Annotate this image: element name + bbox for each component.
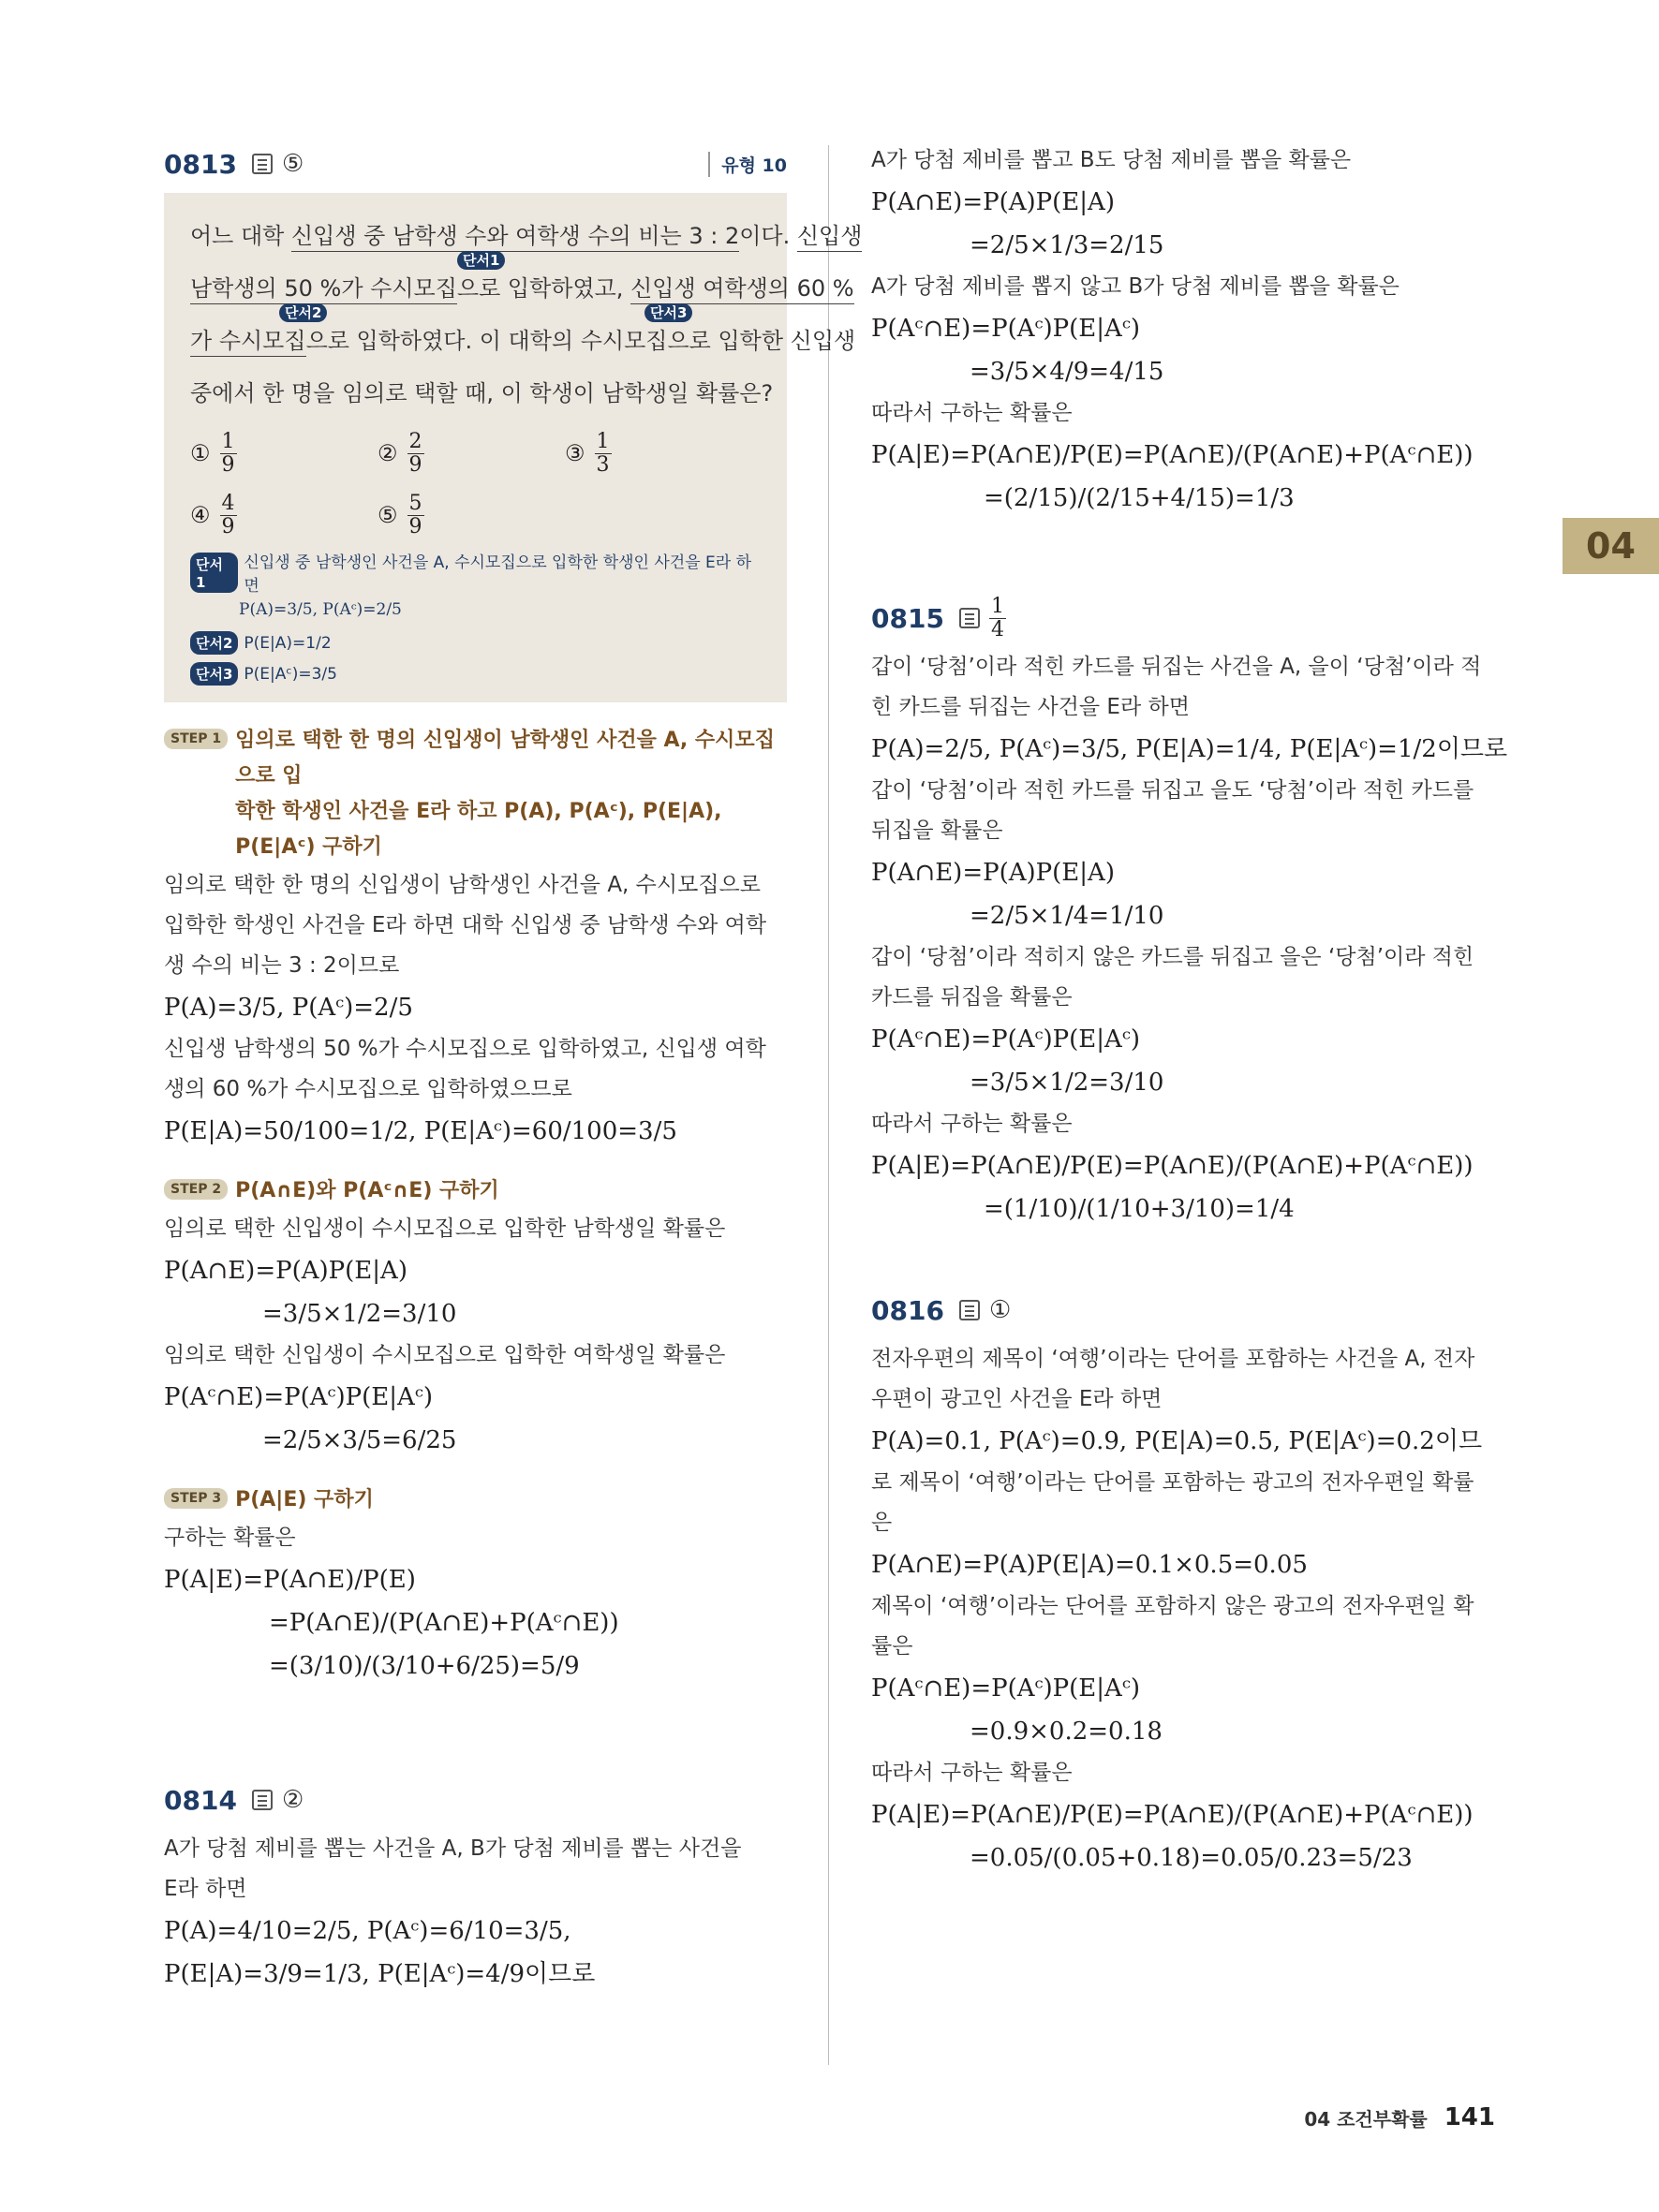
question-line-1: 어느 대학 신입생 중 남학생 수와 여학생 수의 비는 3 : 2이다. 신입생 단서1	[190, 223, 863, 269]
problem-number: 0813	[164, 148, 237, 180]
footer-chapter: 04 조건부확률	[1304, 2107, 1428, 2131]
answer-icon	[252, 154, 273, 174]
hint-explain-1-math: P(A)=3/5, P(Aᶜ)=2/5	[239, 600, 402, 619]
math-line: P(A)=3/5, P(Aᶜ)=2/5	[164, 994, 413, 1022]
column-divider	[828, 145, 829, 2065]
problem-0816-header: 0816 ①	[871, 1294, 1012, 1326]
answer-icon	[252, 1790, 273, 1810]
answer-icon	[959, 608, 980, 628]
question-line-3: 가 수시모집으로 입학하였다. 이 대학의 수시모집으로 입학한 신입생	[190, 315, 766, 367]
problem-0813-header	[164, 140, 787, 187]
choice-3[interactable]: ③ $\frac{1}{3}$	[565, 429, 610, 477]
type-tag: 유형 10	[708, 152, 787, 177]
problem-0814-header: 0814 ②	[164, 1784, 304, 1816]
problem-0815-header: 0815 $\frac{1}{4}$	[871, 594, 1004, 641]
step-1-body: 임의로 택한 한 명의 신입생이 남학생인 사건을 A, 수시모집으로 입학한 학생인 사건을 E라 하면 대학 신입생 중 남학생 수와 여학 생 수의 비는 3 : 2이므로	[164, 873, 767, 978]
choice-4[interactable]: ④ $\frac{4}{9}$	[190, 491, 235, 538]
choice-2[interactable]: ② $\frac{2}{9}$	[378, 429, 422, 477]
page-number: 141	[1444, 2103, 1495, 2131]
question-box	[164, 193, 863, 702]
hint-pill-3: 단서3	[644, 303, 692, 322]
right-column: A가 당첨 제비를 뽑고 B도 당첨 제비를 뽑을 확률은 P(A∩E)=P(A)P(E|A) =2/5×1/3=2/15 A가 당첨 제비를 뽑지 않고 B가 당첨 제비를 뽑을 확률은 P(Aᶜ∩E)=P(Aᶜ)P(E|Aᶜ) =3/5×4/9=4/15 따라서 구하는 확률은 P(A|E)=P(A∩E)/P(E)=P(A∩E)/(P(A∩E)+P(Aᶜ∩E)) =(2/15)/(2/15+4/15)=1/3 0815 $\frac{1}{4}$ 갑이 ‘당첨’이라 적힌 카드를 뒤집는 사건을 A, 을이 ‘당첨’이라 적 힌 카드를 뒤집는 사건을 E라 하면 P(A)=2/5, P(Aᶜ)=3/5, P(E|A)=1/4, P(E|Aᶜ)=1/2이므로 갑이 ‘당첨’이라 적힌 카드를 뒤집고 을도 ‘당첨’이라 적힌 카드를 뒤집을 확률은 P(A∩E)=P(A)P(E|A) =2/5×1/4=1/10 갑이 ‘당첨’이라 적히지 않은 카드를 뒤집고 을은 ‘당첨’이라 적힌 카드를 뒤집을 확률은 P(Aᶜ∩E)=P(Aᶜ)P(E|Aᶜ) =3/5×1/2=3/10 따라서 구하는 확률은 P(A|E)=P(A∩E)/P(E)=P(A∩E)/(P(A∩E)+P(Aᶜ∩E)) =(1/10)/(1/10+3/10)=1/4 0816 ① 전자우편의 제목이 ‘여행’이라는 단어를 포함하는 사건을 A, 전자 우편이 광고인 사건을 E라 하면 P(A)=0.1, P(Aᶜ)=0.9, P(E|A)=0.5, P(E|Aᶜ)=0.2이므 로 제목이 ‘여행’이라는 단어를 포함하는 광고의 전자우편일 확률은 P(A∩E)=P(A)P(E|A)=0.1×0.5=0.05 제목이 ‘여행’이라는 단어를 포함하지 않은 광고의 전자우편일 확 률은 P(Aᶜ∩E)=P(Aᶜ)P(E|Aᶜ) =0.9×0.2=0.18 따라서 구하는 확률은 P(A|E)=P(A∩E)/P(E)=P(A∩E)/(P(A∩E)+P(Aᶜ∩E)) =0.05/(0.05+0.18)=0.05/0.23=5/23	[871, 148, 1508, 1872]
choice-5[interactable]: ⑤ $\frac{5}{9}$	[378, 491, 422, 538]
chapter-side-tab: 04	[1563, 518, 1659, 574]
answer-icon	[959, 1300, 980, 1320]
step-2: STEP 2 P(A∩E)와 P(Aᶜ∩E) 구하기	[164, 1173, 787, 1209]
step-3: STEP 3 P(A|E) 구하기	[164, 1482, 787, 1518]
hint-pill-2: 단서2	[279, 303, 327, 322]
question-line-2: 남학생의 50 %가 수시모집으로 입학하였고, 신입생 여학생의 60 % 단서2 단서3	[190, 275, 854, 321]
hint-explain-3: 단서3 P(E|Aᶜ)=3/5	[190, 662, 766, 686]
question-line-4: 중에서 한 명을 임의로 택할 때, 이 학생이 남학생일 확률은?	[190, 380, 774, 406]
hint-pill-1: 단서1	[457, 251, 505, 270]
answer-value: ⑤	[281, 150, 304, 178]
step-1: STEP 1 임의로 택한 한 명의 신입생이 남학생인 사건을 A, 수시모집으로 입 학한 학생인 사건을 E라 하고 P(A), P(Aᶜ), P(E|A), P(E|Aᶜ) 구하기	[164, 723, 787, 865]
hint-explain-2: 단서2 P(E|A)=1/2	[190, 631, 766, 655]
page-footer	[1304, 2103, 1495, 2131]
answer-choices	[190, 427, 766, 541]
math-line: P(E|A)=50/100=1/2, P(E|Aᶜ)=60/100=3/5	[164, 1117, 677, 1145]
choice-1[interactable]: ① $\frac{1}{9}$	[190, 429, 235, 477]
hint-explain-1: 단서1 신입생 중 남학생인 사건을 A, 수시모집으로 입학한 학생인 사건을 E라 하면	[190, 549, 766, 596]
left-column: 0813 ⑤ 유형 10 어느 대학 신입생 중 남학생 수와 여학생 수의 비는 3 : 2이다. 신입생 단서1 남학생의 50 %가 수시모집으로 입학하였고, 신입생 여학생의 60 % 단서2 단서3 가 수시모집으로 입학하였다. 이 대학의 수시모집으로 입학한 신입생 중에서 한 명을 임의로 택할 때, 이 학생이 남학생일 확률은? ① $\frac{1}{9}$ ② $\frac{2}{9}$ ③ $\frac{1}{3}$ ④ $\frac{4}{9}$ ⑤ $\frac{5}{9}$ 단서1 신입생 중 남학생인 사건을 A, 수시모집으로 입학한 학생인 사건을 E라 하면 P(A)=3/5, P(Aᶜ)=2/5 단서2 P(E|A)=1/2 단서3 P(E|Aᶜ)=3/5 STEP 1 임의로 택한 한 명의 신입생이 남학생인 사건을 A, 수시모집으로 입 학한 학생인 사건을 E라 하고 P(A), P(Aᶜ), P(E|A), P(E|Aᶜ) 구하기 임의로 택한 한 명의 신입생이 남학생인 사건을 A, 수시모집으로 입학한 학생인 사건을 E라 하면 대학 신입생 중 남학생 수와 여학 생 수의 비는 3 : 2이므로 P(A)=3/5, P(Aᶜ)=2/5 신입생 남학생의 50 %가 수시모집으로 입학하였고, 신입생 여학 생의 60 %가 수시모집으로 입학하였으므로 P(E|A)=50/100=1/2, P(E|Aᶜ)=60/100=3/5 STEP 2 P(A∩E)와 P(Aᶜ∩E) 구하기 임의로 택한 신입생이 수시모집으로 입학한 남학생일 확률은 P(A∩E)=P(A)P(E|A) =3/5×1/2=3/10 임의로 택한 신입생이 수시모집으로 입학한 여학생일 확률은 P(Aᶜ∩E)=P(Aᶜ)P(E|Aᶜ) =2/5×3/5=6/25 STEP 3 P(A|E) 구하기 구하는 확률은 P(A|E)=P(A∩E)/P(E) =P(A∩E)/(P(A∩E)+P(Aᶜ∩E)) =(3/10)/(3/10+6/25)=5/9 0814 ② A가 당첨 제비를 뽑는 사건을 A, B가 당첨 제비를 뽑는 사건을 E라 하면 P(A)=4/10=2/5, P(Aᶜ)=6/10=3/5, P(E|A)=3/9=1/3, P(E|Aᶜ)=4/9이므로	[164, 140, 787, 1996]
